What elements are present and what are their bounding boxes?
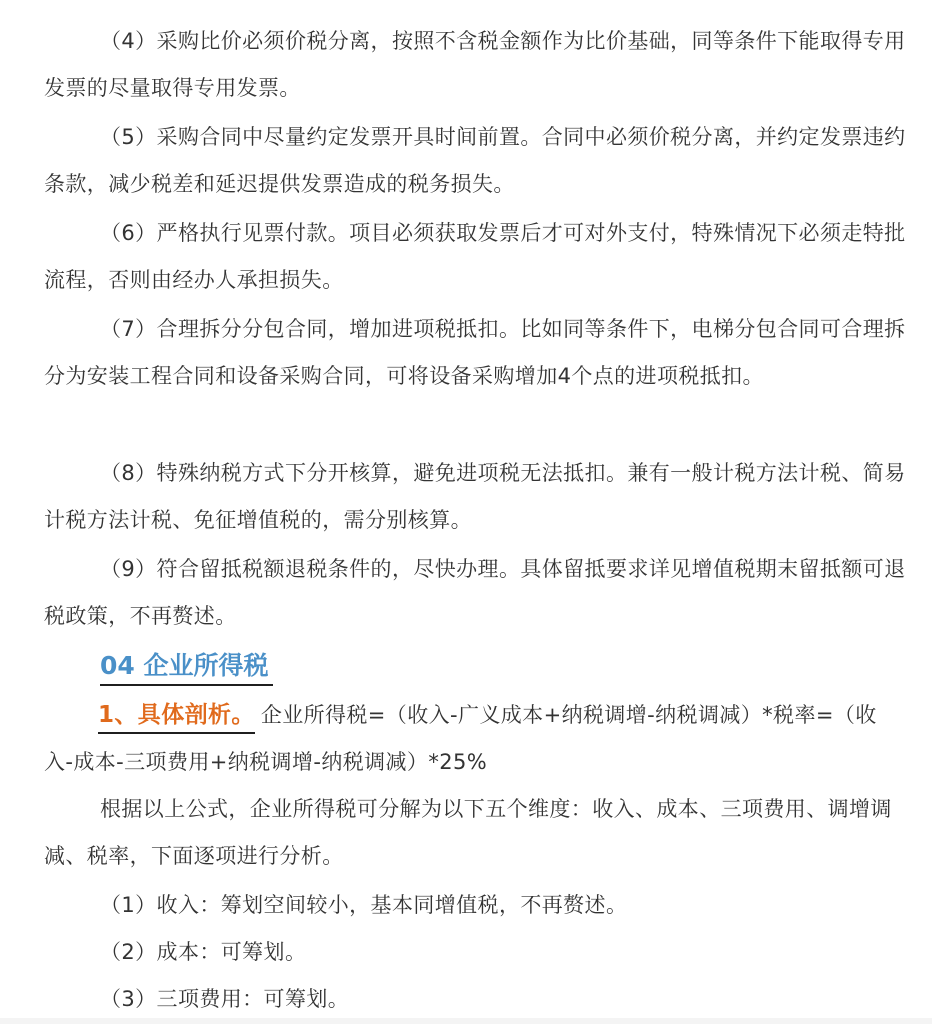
formula-paragraph [44, 692, 906, 786]
formula-text: 企业所得税=（收入-广义成本+纳税调增-纳税调减）*税率=（收入-成本-三项费用+纳税调增-纳税调减）*25% [44, 703, 877, 774]
paragraph-item-6: （6）严格执行见票付款。项目必须获取发票后才可对外支付，特殊情况下必须走特批流程，否则由经办人承担损失。 [44, 221, 906, 292]
intro-paragraph: 根据以上公式，企业所得税可分解为以下五个维度：收入、成本、三项费用、调增调减、税率，下面逐项进行分析。 [44, 797, 892, 868]
page-bottom-edge [0, 1018, 932, 1024]
list-item-cost: （2）成本：可筹划。 [100, 940, 307, 964]
list-item-expenses: （3）三项费用：可筹划。 [100, 987, 350, 1011]
section-heading: 04 企业所得税 [100, 648, 273, 686]
paragraph-item-4: （4）采购比价必须价税分离，按照不含税金额作为比价基础，同等条件下能取得专用发票的尽量取得专用发票。 [44, 29, 906, 100]
indent-spacer [44, 703, 98, 727]
paragraph-item-8: （8）特殊纳税方式下分开核算，避免进项税无法抵扣。兼有一般计税方法计税、简易计税方法计税、免征增值税的，需分别核算。 [44, 461, 906, 532]
list-item-income: （1）收入：筹划空间较小，基本同增值税，不再赘述。 [100, 893, 628, 917]
paragraph-item-9: （9）符合留抵税额退税条件的，尽快办理。具体留抵要求详见增值税期末留抵额可退税政策，不再赘述。 [44, 557, 906, 628]
sub-heading: 1、具体剖析。 [98, 698, 255, 734]
paragraph-item-5: （5）采购合同中尽量约定发票开具时间前置。合同中必须价税分离，并约定发票违约条款，减少税差和延迟提供发票造成的税务损失。 [44, 125, 906, 196]
paragraph-item-7: （7）合理拆分分包合同，增加进项税抵扣。比如同等条件下，电梯分包合同可合理拆分为安装工程合同和设备采购合同，可将设备采购增加4个点的进项税抵扣。 [44, 317, 906, 388]
